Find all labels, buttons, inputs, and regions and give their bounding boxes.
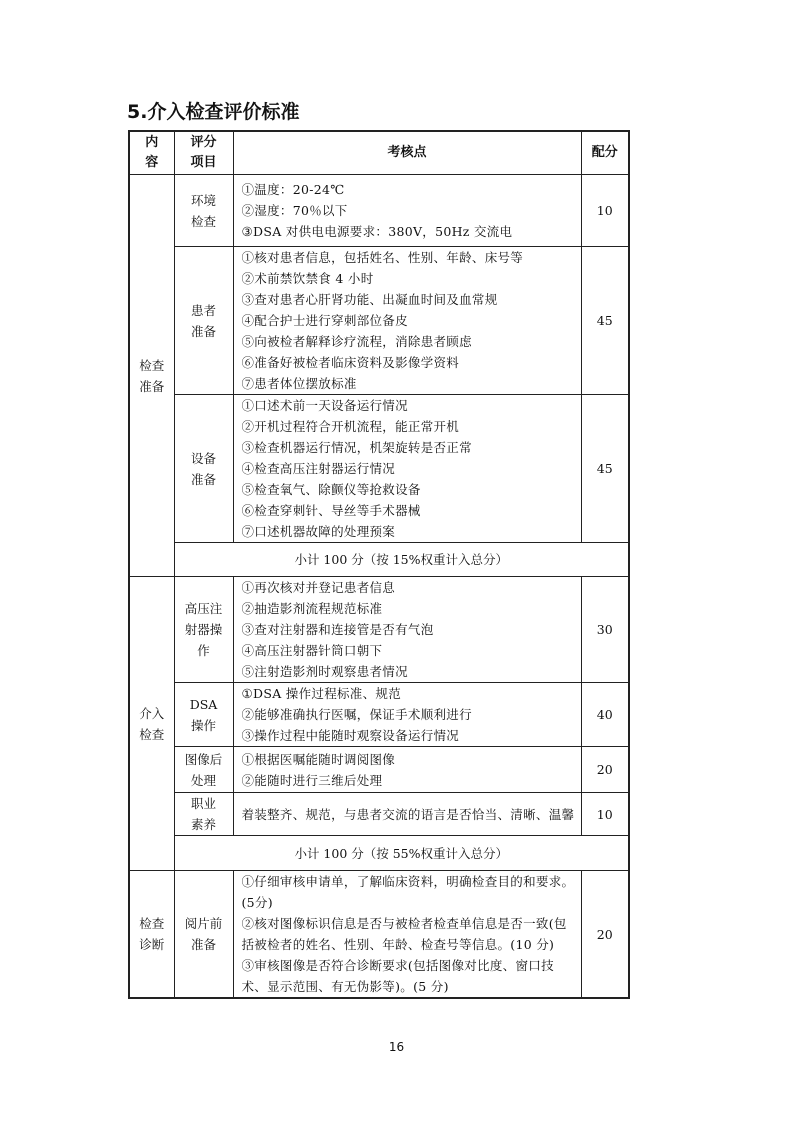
score-cell: [581, 395, 629, 543]
point-item: ④检查高压注射器运行情况: [241, 461, 396, 476]
score-cell: [581, 793, 629, 836]
item-cell: [174, 793, 233, 836]
points-cell: [233, 577, 581, 683]
point-item: ⑥准备好被检者临床资料及影像学资料: [241, 355, 460, 370]
points-cell: [233, 395, 581, 543]
section-name-cell: [129, 871, 174, 999]
points-cell: [233, 747, 581, 793]
item-name: 高压注 射器操 作: [184, 601, 223, 658]
points-cell: [233, 175, 581, 247]
item-name: 患者 准备: [190, 302, 216, 339]
score-cell: [581, 247, 629, 395]
score-cell: [581, 683, 629, 747]
item-name: 职业 素养: [190, 796, 216, 832]
subtotal-cell: [174, 836, 629, 871]
point-item: ⑦患者体位摆放标准: [241, 376, 357, 391]
point-item: ②开机过程符合开机流程，能正常开机: [241, 419, 460, 434]
point-item: ①口述术前一天设备运行情况: [241, 398, 408, 413]
table-row: [129, 747, 629, 793]
subtotal-text: 小计 100 分（按 55%权重计入总分）: [294, 845, 509, 861]
item-name: 环境 检查: [190, 192, 216, 229]
item-name: 阅片前 准备: [184, 916, 223, 952]
table-row: [129, 577, 629, 683]
item-cell: [174, 577, 233, 683]
subtotal-text: 小计 100 分（按 15%权重计入总分）: [294, 552, 509, 567]
section-name-cell: [129, 577, 174, 871]
header-content-label: 内 容: [145, 135, 159, 170]
point-item: ①核对患者信息，包括姓名、性别、年龄、床号等: [241, 250, 524, 265]
header-score: [581, 131, 629, 175]
point-item: ⑤注射造影剂时观察患者情况: [241, 664, 408, 679]
item-cell: [174, 395, 233, 543]
point-item: ③查对患者心肝肾功能、出凝血时间及血常规: [241, 292, 498, 307]
point-item: ⑥检查穿刺针、导丝等手术器械: [241, 503, 421, 518]
point-item: ③检查机器运行情况，机架旋转是否正常: [241, 440, 472, 455]
point-item: ①根据医嘱能随时调阅图像: [241, 751, 396, 767]
table-row: [129, 175, 629, 247]
item-name: 图像后 处理: [184, 751, 223, 788]
point-item: ⑤检查氧气、除颤仪等抢救设备: [241, 482, 421, 497]
point-item: ①DSA 操作过程标准、规范: [241, 686, 401, 701]
score-cell: [581, 747, 629, 793]
point-item: ②术前禁饮禁食 4 小时: [241, 271, 374, 286]
point-item: ③查对注射器和连接管是否有气泡: [241, 622, 434, 637]
score-cell: [581, 871, 629, 999]
item-cell: [174, 175, 233, 247]
subtotal-row: [129, 836, 629, 871]
section-name: 检查 诊断: [139, 916, 165, 952]
score-value: 20: [596, 926, 613, 942]
table-row: [129, 247, 629, 395]
point-item: ②抽造影剂流程规范标准: [241, 601, 383, 616]
point-item: ④高压注射器针筒口朝下: [241, 643, 383, 658]
table-row: [129, 395, 629, 543]
point-item: ③审核图像是否符合诊断要求(包括图像对比度、窗口技术、显示范围、有无伪影等)。(5 分): [241, 958, 554, 994]
points-cell: [233, 247, 581, 395]
point-item: ②湿度：70％以下: [241, 203, 348, 218]
point-item: ④配合护士进行穿刺部位备皮: [241, 313, 408, 328]
point-item: ③操作过程中能随时观察设备运行情况: [241, 728, 460, 743]
points-cell: [233, 793, 581, 836]
header-row: [129, 131, 629, 175]
point-item: ⑤向被检者解释诊疗流程，消除患者顾虑: [241, 334, 472, 349]
points-cell: [233, 683, 581, 747]
score-value: 40: [596, 707, 613, 722]
item-cell: [174, 683, 233, 747]
subtotal-cell: [174, 543, 629, 577]
score-cell: [581, 175, 629, 247]
item-name: DSA 操作: [189, 696, 218, 733]
section-name-cell: [129, 175, 174, 577]
item-name: 设备 准备: [190, 450, 216, 487]
score-value: 30: [596, 622, 613, 637]
header-item: [174, 131, 233, 175]
item-cell: [174, 747, 233, 793]
header-item-label: 评分 项目: [190, 135, 217, 170]
score-value: 45: [596, 461, 613, 476]
page-number: 16: [388, 1040, 405, 1054]
section-name: 检查 准备: [139, 357, 165, 394]
point-item: ①温度：20-24℃: [241, 182, 345, 197]
section-title: 5.介入检查评价标准: [127, 101, 300, 123]
table-row: [129, 793, 629, 836]
score-cell: [581, 577, 629, 683]
point-item: ①仔细审核申请单，了解临床资料，明确检查目的和要求。(5分): [241, 874, 575, 910]
table-row: [129, 683, 629, 747]
score-value: 20: [596, 762, 613, 777]
table-row: [129, 871, 629, 999]
point-item: ②能够准确执行医嘱，保证手术顺利进行: [241, 707, 472, 722]
point-item: ②核对图像标识信息是否与被检者检查单信息是否一致(包括被检者的姓名、性别、年龄、检查号等信息。(10 分): [241, 916, 567, 952]
header-points: [233, 131, 581, 175]
subtotal-row: [129, 543, 629, 577]
point-item: ①再次核对并登记患者信息: [241, 580, 396, 595]
header-points-label: 考核点: [387, 145, 427, 160]
item-cell: [174, 247, 233, 395]
point-item: ⑦口述机器故障的处理预案: [241, 524, 396, 539]
point-item: ③DSA 对供电电源要求：380V，50Hz 交流电: [241, 224, 513, 239]
section-name: 介入 检查: [139, 705, 165, 742]
score-value: 10: [596, 203, 613, 218]
point-item: ②能随时进行三维后处理: [241, 772, 383, 788]
score-value: 10: [596, 806, 613, 822]
point-item: 着装整齐、规范，与患者交流的语言是否恰当、清晰、温馨: [241, 806, 575, 822]
header-content: [129, 131, 174, 175]
evaluation-table: [128, 130, 630, 999]
header-score-label: 配分: [591, 145, 618, 160]
score-value: 45: [596, 313, 613, 328]
item-cell: [174, 871, 233, 999]
points-cell: [233, 871, 581, 999]
